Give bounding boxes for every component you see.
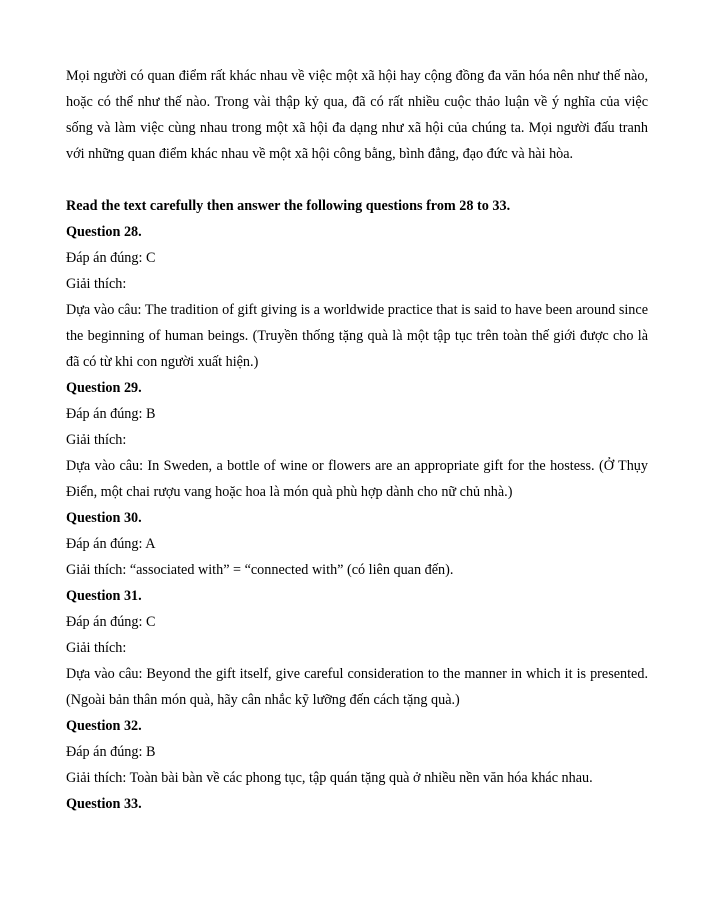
question-title: Question 28. [66,224,142,240]
question-title: Question 32. [66,718,142,734]
correct-answer: Đáp án đúng: C [66,614,156,630]
question-block-33 [66,791,648,817]
document-page [66,63,648,817]
explanation-text: Dựa vào câu: Beyond the gift itself, give careful consideration to the manner in which it is presented. (Ngoài bản thân món quà, hãy cân nhắc kỹ lưỡng đến cách tặng quà.) [66,666,648,708]
correct-answer: Đáp án đúng: A [66,536,156,552]
explanation-text: Dựa vào câu: The tradition of gift giving is a worldwide practice that is said to have been around since the beginning of human beings. (Truyền thống tặng quà là một tập tục trên toàn thế giới được cho là đã có từ khi con người xuất hiện.) [66,302,648,370]
correct-answer: Đáp án đúng: C [66,250,156,266]
question-block-29 [66,375,648,505]
explanation-text: Giải thích: Toàn bài bàn về các phong tục, tập quán tặng quà ở nhiều nền văn hóa khác nhau. [66,770,593,786]
question-block-31 [66,583,648,713]
explanation-label: Giải thích: [66,640,127,656]
question-title: Question 33. [66,796,142,812]
question-title: Question 30. [66,510,142,526]
correct-answer: Đáp án đúng: B [66,744,156,760]
question-title: Question 29. [66,380,142,396]
intro-paragraph: Mọi người có quan điểm rất khác nhau về việc một xã hội hay cộng đồng đa văn hóa nên như thế nào, hoặc có thể như thế nào. Trong vài thập kỷ qua, đã có rất nhiều cuộc thảo luận về ý nghĩa của việc sống và làm việc cùng nhau trong một xã hội đa dạng như xã hội của chúng ta. Mọi người đấu tranh với những quan điểm khác nhau về một xã hội công bằng, bình đẳng, đạo đức và hài hòa. [66,68,648,162]
paragraph-spacer [66,167,648,193]
explanation-text: Giải thích: “associated with” = “connected with” (có liên quan đến). [66,562,454,578]
question-block-30 [66,505,648,583]
question-block-32 [66,713,648,791]
instruction-heading: Read the text carefully then answer the following questions from 28 to 33. [66,198,511,214]
question-title: Question 31. [66,588,142,604]
explanation-label: Giải thích: [66,276,127,292]
question-block-28 [66,219,648,375]
explanation-text: Dựa vào câu: In Sweden, a bottle of wine or flowers are an appropriate gift for the hostess. (Ở Thụy Điển, một chai rượu vang hoặc hoa là món quà phù hợp dành cho nữ chủ nhà.) [66,458,648,500]
correct-answer: Đáp án đúng: B [66,406,156,422]
explanation-label: Giải thích: [66,432,127,448]
